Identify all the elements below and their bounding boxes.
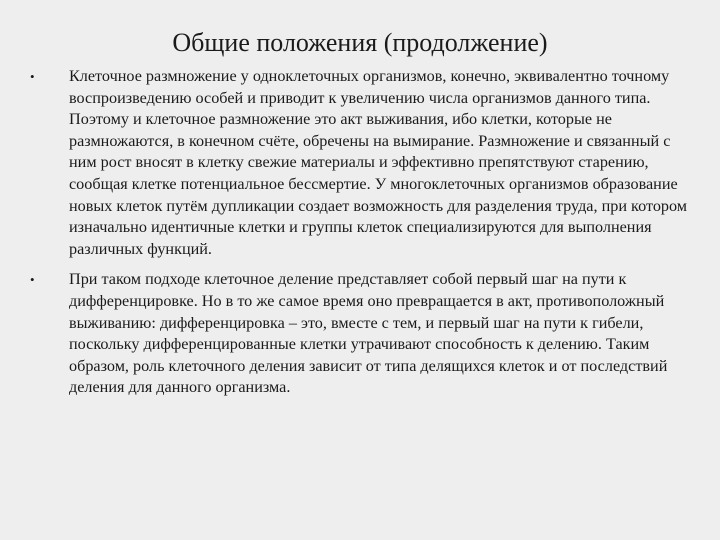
bullet-marker: • — [30, 272, 35, 288]
bullet-item-1 — [30, 66, 692, 260]
bullet-text-1: Клеточное размножение у одноклеточных организмов, конечно, эквивалентно точному воспроизведению особей и приводит к увеличению числа организмов данного типа. Поэтому и клеточное размножение это акт выживания, ибо клетки, которые не размножаются, в конечном счёте, обречены на вымирание. Размножение и связанный с ним рост вносят в клетку свежие материалы и эффективно препятствуют старению, сообщая клетке потенциальное бессмертие. У многоклеточных организмов образование новых клеток путём дупликации создает возможность для разделения труда, при котором изначально идентичные клетки и группы клеток специализируются для выполнения различных функций. — [69, 67, 688, 258]
bullet-marker: • — [30, 69, 35, 84]
bullet-text-2: При таком подходе клеточное деление представляет собой первый шаг на пути к дифференцировке. Но в то же самое время оно превращается в акт, противоположный выживанию: дифференцировка – это, вместе с тем, и первый шаг на пути к гибели, поскольку дифференцированные клетки утрачивают способность к делению. Таким образом, роль клеточного деления зависит от типа делящихся клеток и от последствий деления для данного организма. — [69, 270, 668, 397]
bullet-item-2 — [30, 269, 692, 399]
bullet-list — [30, 66, 692, 408]
slide-title: Общие положения (продолжение) — [172, 28, 548, 57]
